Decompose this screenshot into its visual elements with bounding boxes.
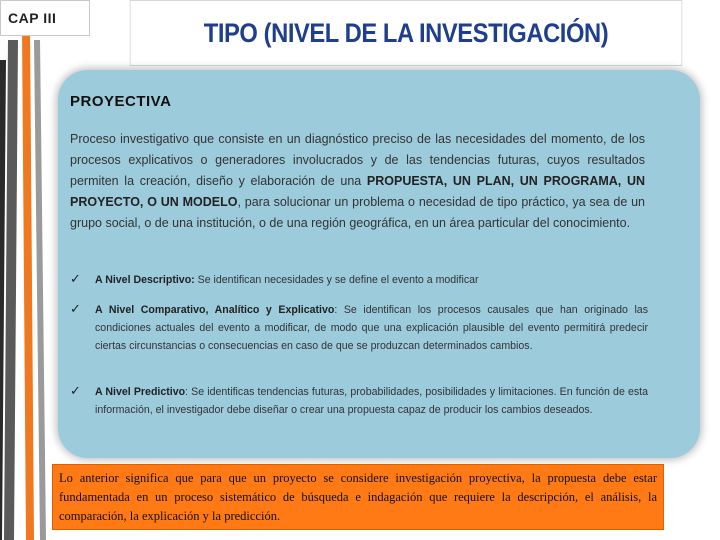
- section-heading: PROYECTIVA: [70, 93, 172, 110]
- chapter-label: CAP III: [0, 0, 90, 36]
- paragraph-text-2: , para solucionar un problema o necesidad de tipo práctico, ya sea de un grupo social, o de una institución, o de una región geográfica, en un área particular del conocimiento.: [70, 195, 645, 230]
- bullet-text: Se identifican necesidades y se define el evento a modificar: [194, 274, 479, 286]
- bullet-comparative: [70, 301, 648, 355]
- checkmark-icon: ✓: [70, 383, 81, 398]
- bullet-label: A Nivel Predictivo: [95, 386, 186, 398]
- slide-title: TIPO (NIVEL DE LA INVESTIGACIÓN): [130, 0, 683, 66]
- decorative-stripes: [0, 0, 60, 540]
- paragraph-text-1: Proceso investigativo que consiste en un diagnóstico preciso de las necesidades del momento, de los procesos explicativos o generadores involucrados y de las tendencias futuras, cuyos resultados permiten la creación, diseño y elaboración de una: [70, 132, 645, 188]
- paragraph-emphasis: PROPUESTA, UN PLAN, UN PROGRAMA, UN PROYECTO, O UN MODELO: [70, 174, 645, 209]
- bullet-text: : Se identificas tendencias futuras, probabilidades, posibilidades y limitaciones. En función de esta información, el investigador debe diseñar o crear una propuesta capaz de producir los cambios deseados.: [95, 386, 649, 416]
- bullet-text: : Se identifican los procesos causales que han originado las condiciones actuales del evento a modificar, de modo que una explicación plausible del evento permitirá predecir ciertas circunstancias o consecuencias en caso de que se produzcan determinados cambios.: [95, 304, 648, 352]
- checkmark-icon: ✓: [70, 271, 81, 286]
- footer-note: Lo anterior significa que para que un proyecto se considere investigación proyectiva, la propuesta debe estar fundamentada en un proceso sistemático de búsqueda e indagación que requiere la descripción, el análisis, la comparación, la explicación y la predicción.: [52, 464, 664, 530]
- definition-paragraph: [70, 129, 645, 234]
- checkmark-icon: ✓: [70, 301, 81, 316]
- bullet-predictive: [70, 383, 648, 419]
- bullet-label: A Nivel Descriptivo:: [95, 274, 195, 286]
- bullet-label: A Nivel Comparativo, Analítico y Explicativo: [95, 304, 335, 316]
- bullet-descriptive: [70, 271, 648, 289]
